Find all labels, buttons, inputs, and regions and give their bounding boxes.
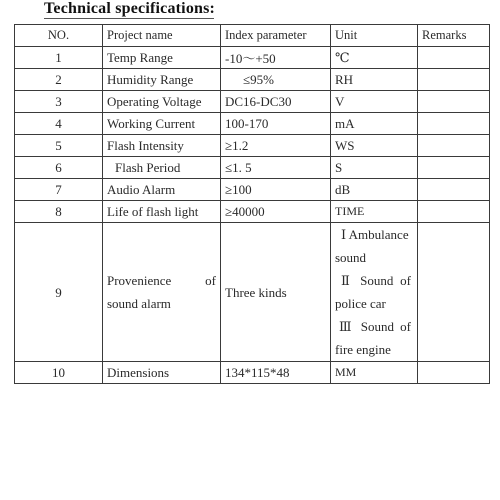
cell-no: 5: [15, 135, 103, 157]
cell-project: Flash Intensity: [103, 135, 221, 157]
table-row-dimensions: [15, 362, 490, 384]
cell-unit: dB: [331, 179, 418, 201]
cell-project: Working Current: [103, 113, 221, 135]
cell-unit: WS: [331, 135, 418, 157]
table-header-row: [15, 25, 490, 47]
project-line-1: Provenience of: [107, 273, 216, 288]
cell-unit: TIME: [331, 201, 418, 223]
unit-line-3: Ⅱ Sound of: [341, 273, 411, 288]
cell-no: 9: [15, 223, 103, 362]
table-row: [15, 201, 490, 223]
table-row-sound-alarm: [15, 223, 490, 362]
title-underline: [44, 18, 214, 19]
cell-no: 1: [15, 47, 103, 69]
table-row: [15, 91, 490, 113]
cell-remarks: [418, 113, 490, 135]
cell-remarks: [418, 69, 490, 91]
cell-index: ≥1.2: [221, 135, 331, 157]
cell-index: 134*115*48: [221, 362, 331, 384]
cell-index: -10～+50: [221, 47, 331, 69]
cell-index: ≤1. 5: [221, 157, 331, 179]
cell-remarks: [418, 362, 490, 384]
cell-remarks: [418, 135, 490, 157]
header-remarks: Remarks: [418, 25, 490, 47]
cell-unit: RH: [331, 69, 418, 91]
cell-project: Life of flash light: [103, 201, 221, 223]
cell-remarks: [418, 223, 490, 362]
cell-remarks: [418, 91, 490, 113]
table-row: [15, 69, 490, 91]
cell-no: 3: [15, 91, 103, 113]
cell-project: Operating Voltage: [103, 91, 221, 113]
cell-unit: ℃: [331, 47, 418, 69]
header-index: Index parameter: [221, 25, 331, 47]
project-line-2: sound alarm: [107, 296, 171, 311]
cell-no: 8: [15, 201, 103, 223]
cell-project: Flash Period: [103, 157, 221, 179]
cell-remarks: [418, 179, 490, 201]
cell-index: 100-170: [221, 113, 331, 135]
header-no: NO.: [15, 25, 103, 47]
cell-project: Humidity Range: [103, 69, 221, 91]
cell-project: Dimensions: [103, 362, 221, 384]
cell-project: [103, 223, 221, 362]
cell-index: ≥100: [221, 179, 331, 201]
document-title: Technical specifications:: [44, 0, 216, 17]
cell-remarks: [418, 157, 490, 179]
cell-project: Temp Range: [103, 47, 221, 69]
cell-project: Audio Alarm: [103, 179, 221, 201]
cell-index: ≤95%: [221, 69, 331, 91]
unit-line-5: Ⅲ Sound of: [339, 319, 411, 334]
table-row: [15, 157, 490, 179]
header-unit: Unit: [331, 25, 418, 47]
cell-no: 6: [15, 157, 103, 179]
cell-unit: [331, 223, 418, 362]
unit-line-4: police car: [335, 296, 386, 311]
cell-no: 2: [15, 69, 103, 91]
cell-no: 7: [15, 179, 103, 201]
cell-index: DC16-DC30: [221, 91, 331, 113]
unit-line-1: Ⅰ Ambulance: [341, 227, 409, 242]
table-row: [15, 135, 490, 157]
cell-unit: mA: [331, 113, 418, 135]
header-project: Project name: [103, 25, 221, 47]
cell-remarks: [418, 47, 490, 69]
table-row: [15, 47, 490, 69]
cell-unit: MM: [331, 362, 418, 384]
cell-index: Three kinds: [221, 223, 331, 362]
unit-line-6: fire engine: [335, 342, 391, 357]
cell-no: 4: [15, 113, 103, 135]
cell-unit: S: [331, 157, 418, 179]
cell-remarks: [418, 201, 490, 223]
cell-unit: V: [331, 91, 418, 113]
cell-no: 10: [15, 362, 103, 384]
spec-table: [14, 24, 490, 384]
unit-line-2: sound: [335, 250, 367, 265]
table-row: [15, 113, 490, 135]
cell-index: ≥40000: [221, 201, 331, 223]
table-row: [15, 179, 490, 201]
